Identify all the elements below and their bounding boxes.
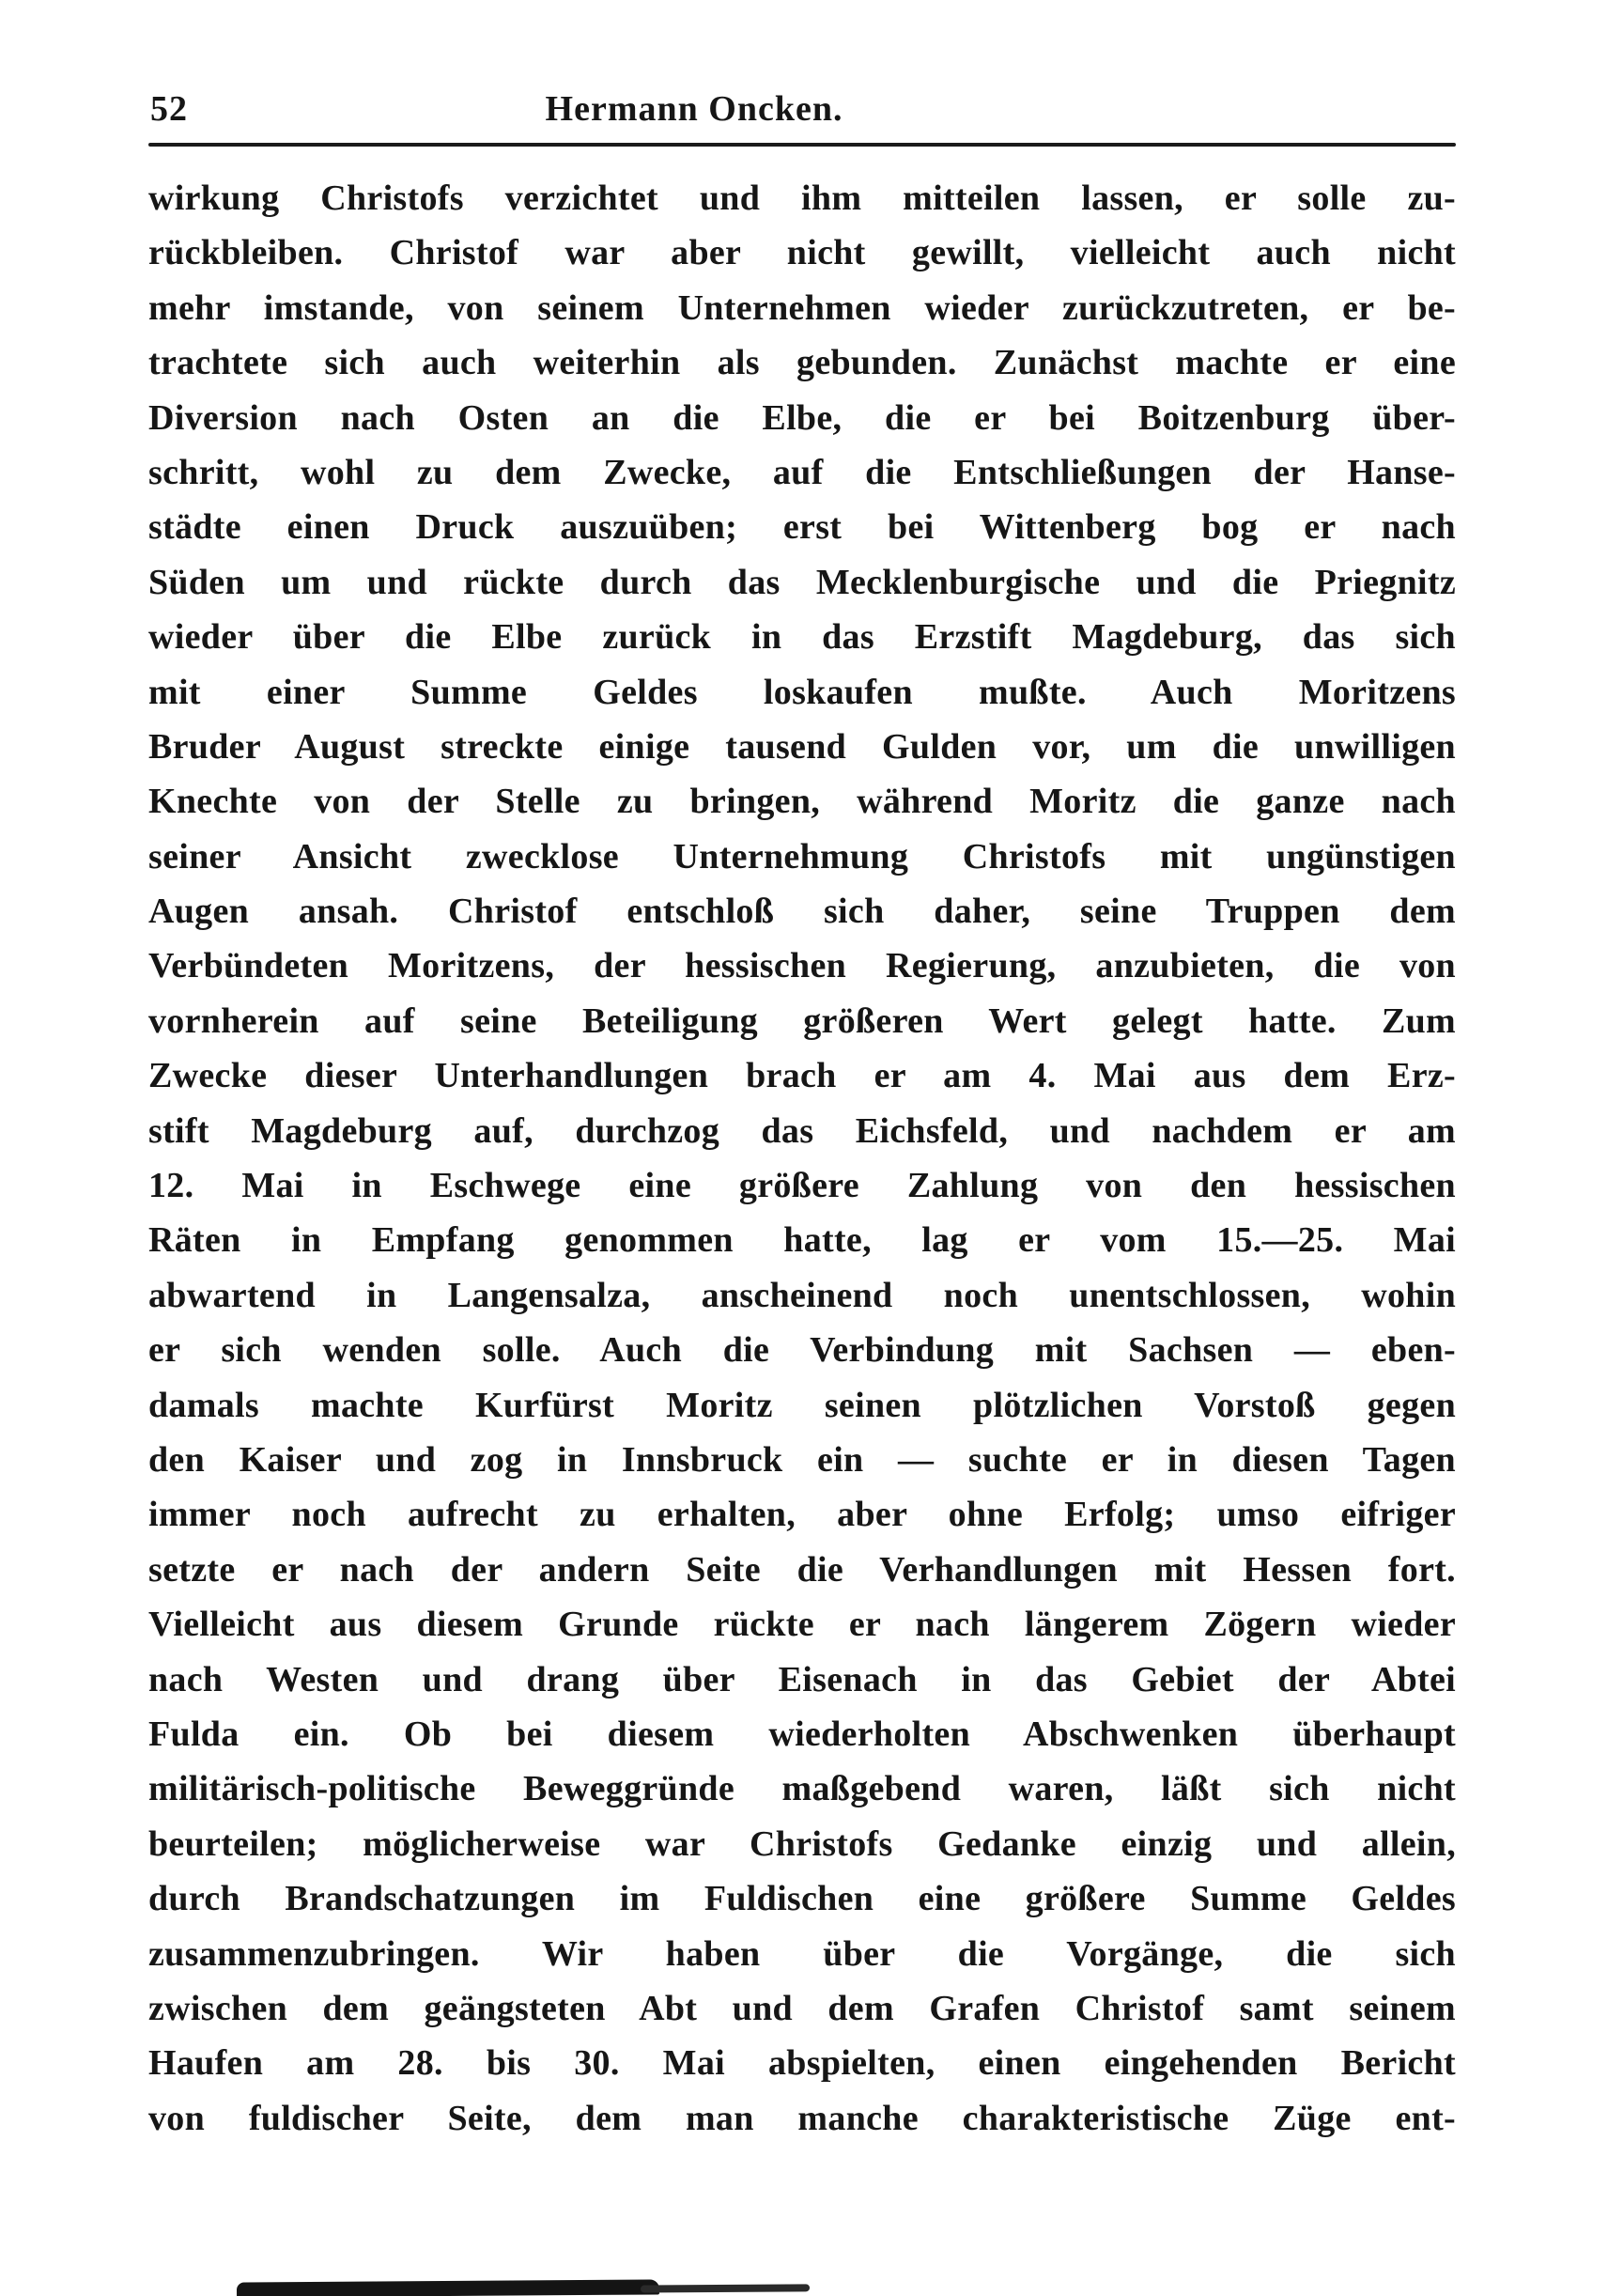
text-line: Diversion nach Osten an die Elbe, die er bei Boitzenburg über- xyxy=(148,397,1456,438)
body-text xyxy=(148,171,1456,2146)
text-line: stift Magdeburg auf, durchzog das Eichsfeld, und nachdem er am xyxy=(148,1110,1456,1151)
text-line: mehr imstande, von seinem Unternehmen wieder zurückzutreten, er be- xyxy=(148,287,1456,328)
text-line: damals machte Kurfürst Moritz seinen plötzlichen Vorstoß gegen xyxy=(148,1385,1456,1425)
text-line: setzte er nach der andern Seite die Verhandlungen mit Hessen fort. xyxy=(148,1549,1456,1590)
text-line: vornherein auf seine Beteiligung größeren Wert gelegt hatte. Zum xyxy=(148,1001,1456,1041)
text-line: Knechte von der Stelle zu bringen, während Moritz die ganze nach xyxy=(148,782,1456,822)
text-line: den Kaiser und zog in Innsbruck ein — suchte er in diesen Tagen xyxy=(148,1439,1456,1480)
text-line: mit einer Summe Geldes loskaufen mußte. Auch Moritzens xyxy=(148,672,1456,712)
text-line: wirkung Christofs verzichtet und ihm mitteilen lassen, er solle zu- xyxy=(148,178,1456,218)
text-line: städte einen Druck auszuüben; erst bei Wittenberg bog er nach xyxy=(148,507,1456,548)
text-line: wieder über die Elbe zurück in das Erzstift Magdeburg, das sich xyxy=(148,617,1456,658)
text-line: Süden um und rückte durch das Mecklenburgische und die Priegnitz xyxy=(148,562,1456,602)
text-line: Räten in Empfang genommen hatte, lag er vom 15.—25. Mai xyxy=(148,1220,1456,1261)
text-line: abwartend in Langensalza, anscheinend noch unentschlossen, wohin xyxy=(148,1275,1456,1315)
text-line: zusammenzubringen. Wir haben über die Vorgänge, die sich xyxy=(148,1933,1456,1974)
page-header xyxy=(148,83,1456,135)
text-line: trachtete sich auch weiterhin als gebunden. Zunächst machte er eine xyxy=(148,343,1456,383)
text-line: nach Westen und drang über Eisenach in das Gebiet der Abtei xyxy=(148,1659,1456,1699)
text-line: er sich wenden solle. Auch die Verbindung mit Sachsen — eben- xyxy=(148,1330,1456,1371)
text-line: beurteilen; möglicherweise war Christofs Gedanke einzig und allein, xyxy=(148,1823,1456,1864)
text-line: Vielleicht aus diesem Grunde rückte er nach längerem Zögern wieder xyxy=(148,1605,1456,1645)
text-line: immer noch aufrecht zu erhalten, aber ohne Erfolg; umso eifriger xyxy=(148,1495,1456,1535)
text-line: militärisch-politische Beweggründe maßgebend waren, läßt sich nicht xyxy=(148,1769,1456,1809)
text-line: Fulda ein. Ob bei diesem wiederholten Abschwenken überhaupt xyxy=(148,1714,1456,1754)
page-number: 52 xyxy=(150,89,188,129)
text-line: rückbleiben. Christof war aber nicht gewillt, vielleicht auch nicht xyxy=(148,233,1456,273)
text-line: schritt, wohl zu dem Zwecke, auf die Entschließungen der Hanse- xyxy=(148,452,1456,492)
text-line: Verbündeten Moritzens, der hessischen Regierung, anzubieten, die von xyxy=(148,946,1456,986)
text-line: Augen ansah. Christof entschloß sich daher, seine Truppen dem xyxy=(148,892,1456,932)
text-line: 12. Mai in Eschwege eine größere Zahlung von den hessischen xyxy=(148,1166,1456,1206)
running-header: Hermann Oncken. xyxy=(545,89,843,129)
text-line: Bruder August streckte einige tausend Gulden vor, um die unwilligen xyxy=(148,726,1456,767)
text-line: durch Brandschatzungen im Fuldischen eine größere Summe Geldes xyxy=(148,1879,1456,1919)
text-line: von fuldischer Seite, dem man manche charakteristische Züge ent- xyxy=(148,2098,1456,2138)
text-line: seiner Ansicht zwecklose Unternehmung Christofs mit ungünstigen xyxy=(148,836,1456,877)
text-line: Haufen am 28. bis 30. Mai abspielten, einen eingehenden Bericht xyxy=(148,2043,1456,2084)
ink-smudge-artifact xyxy=(237,2279,659,2296)
text-line: Zwecke dieser Unterhandlungen brach er am 4. Mai aus dem Erz- xyxy=(148,1056,1456,1096)
text-line: zwischen dem geängsteten Abt und dem Grafen Christof samt seinem xyxy=(148,1988,1456,2028)
header-rule xyxy=(148,143,1456,147)
